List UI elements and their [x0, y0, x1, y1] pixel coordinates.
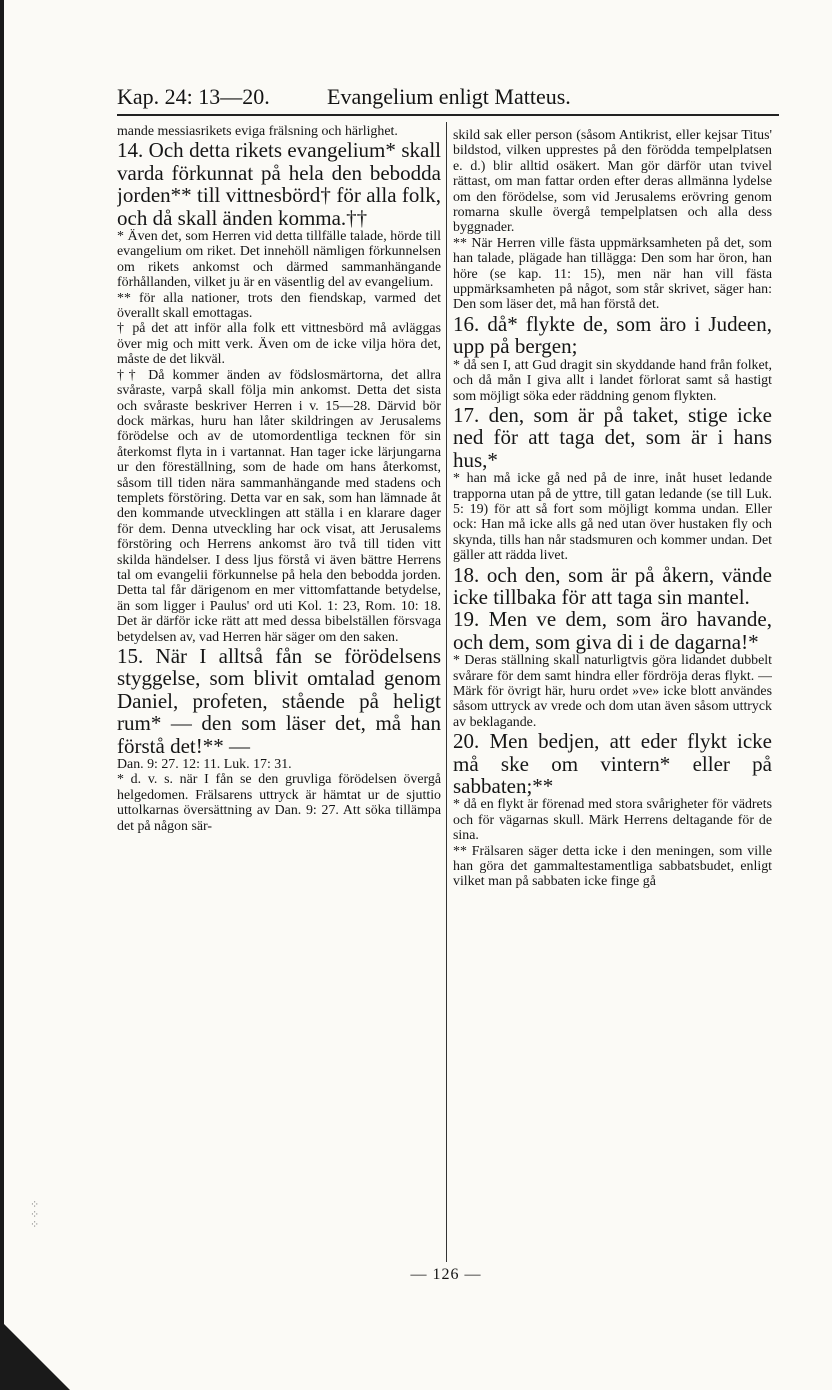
left-column [117, 122, 441, 1262]
margin-smudge: ⁘ ⁘ ⁘ [30, 1198, 40, 1231]
commentary-note: skild sak eller person (såsom Antikrist, eller kejsar Titus' bildstod, vilken upprestes på den förödda tempelplatsen e. d.) blir alltid osäkert. Man gör därför utan tvivel rättast, om man fattar orden efter deras allmänna lydelse om den förödelse, som vid Jerusalems erövring genom romarna skulle övergå tempelplatsen och alla dess byggnader. [453, 128, 772, 236]
verse-text: 15. När I alltså fån se förödelsens styggelse, som blivit omtalad genom Daniel, profeten, stående på heligt rum* — den som läser det, må han förstå det!** — [117, 644, 441, 758]
verse-text: 16. då* flykte de, som äro i Judeen, upp på bergen; [453, 311, 772, 359]
commentary-note: †† Då kommer änden av födslosmärtorna, det allra svåraste, varpå skall följa min ankomst. Detta det sista och svåraste beskriver Herren i v. 15—28. Därvid bör dock märkas, huru han låter skildringen av Jerusalems förödelse och av de utomordentliga tecknen för sin återkomst flyta in i vartannat. Han tager icke lärjungarna ur den föreställning, som de hade om hans återkomst, såsom till tiden nära sammanhängande med stadens och templets förstöring. Detta var en sak, som han lämnade åt den kommande utvecklingen att ställa i en klarare dager för dem. Denna utveckling har ock visat, att Jerusalems förstöring och Herrens ankomst äro två till tiden vitt skilda händelser. I dess ljus förstå vi även bättre Herrens tal om evangelii förkunnelse på hela den bebodda jorden. Detta tal får därigenom en mer vittomfattande betydelse, än som ligger i Paulus' ord uti Kol. 1: 23, Rom. 10: 18. Det är därför icke rätt att med dessa bibelställen försvaga betydelsen av, vad Herren här säger om den saken. [117, 367, 441, 645]
right-column [453, 122, 772, 1262]
commentary-note: * Även det, som Herren vid detta tillfälle talade, hörde till evangelium om riket. Det innehöll nämligen förkunnelsen om rikets ankomst och därmed sammanhängande förhållanden, vilket ju är en väsentlig del av evangelium. [117, 229, 441, 291]
commentary-note: * han må icke gå ned på de inre, inåt huset ledande trapporna utan på de yttre, till gatan ledande (se till Luk. 5: 19) för att så fort som möjligt komma undan. Eller ock: Han må icke alls gå ned utan över hustaken fly och skynda, tills han når stadsmuren och kommer undan. Det gäller att rädda livet. [453, 471, 772, 564]
chapter-reference: Kap. 24: 13—20. [117, 84, 270, 109]
verse-text: 14. Och detta rikets evangelium* skall varda förkunnat på hela den bebodda jorden** till vittnesbörd† för alla folk, och då skall änden komma.†† [117, 138, 441, 230]
commentary-note: * Deras ställning skall naturligtvis göra lidandet dubbelt svårare för dem samt hindra eller fördröja deras flykt. — Märk för övrigt här, huru ordet »ve» icke blott användes såsom uttryck av vrede och dom utan även såsom uttryck av beklagande. [453, 653, 772, 730]
running-header [117, 78, 777, 114]
commentary-note: ** för alla nationer, trots den fiendskap, varmed det överallt skall emottagas. [117, 290, 441, 322]
commentary-note: † på det att inför alla folk ett vittnesbörd må avläggas över mig och mitt verk. Även om de icke vilja höra det, måste de det likväl. [117, 321, 441, 368]
commentary-note: ** Frälsaren säger detta icke i den meningen, som ville han göra det gammaltestamentliga sabbatsbudet, enligt vilket man på sabbaten icke finge gå [453, 843, 772, 890]
cross-reference: Dan. 9: 27. 12: 11. Luk. 17: 31. [117, 757, 292, 773]
book-title: Evangelium enligt Matteus. [327, 84, 571, 109]
scan-edge [0, 0, 4, 1390]
header-rule [117, 114, 779, 116]
verse-text: 20. Men bedjen, att eder flykt icke må ske om vintern* eller på sabbaten;** [453, 729, 772, 799]
scan-corner [0, 1320, 70, 1390]
commentary-note: ** När Herren ville fästa uppmärksamheten på det, som han talade, plägade han tillägga: Den som har öron, han höre (se kap. 11: 15), men när han vill fästa uppmärksamheten på något, som står skrivet, säger han: Den som läser det, må han förstå det. [453, 235, 772, 313]
verse-text: 17. den, som är på taket, stige icke ned för att taga det, som är i hans hus,* [453, 402, 772, 472]
commentary-note: * då sen I, att Gud dragit sin skyddande hand från folket, och då mån I giva allt i landet förlorat samt så hastigt som möjligt söka eder räddning genom flykten. [453, 357, 772, 404]
commentary-note: * då en flykt är förenad med stora svårigheter för vädrets och för vägarnas skull. Märk Herrens deltagande för de sina. [453, 797, 772, 844]
commentary-note: * d. v. s. när I fån se den gruvliga förödelsen övergå helgedomen. Frälsarens uttryck är hämtat ur de sjuttio uttolkarnas översättning av Dan. 9: 27. Att söka tillämpa det på någon sär- [117, 772, 441, 834]
verse-text: 19. Men ve dem, som äro havande, och dem, som giva di i de dagarna!* [453, 607, 772, 654]
page-number: — 126 — [410, 1266, 482, 1283]
column-divider [446, 122, 447, 1262]
commentary-note: mande messiasrikets eviga frälsning och härlighet. [117, 124, 398, 139]
verse-text: 18. och den, som är på åkern, vände icke tillbaka för att taga sin mantel. [453, 562, 772, 609]
